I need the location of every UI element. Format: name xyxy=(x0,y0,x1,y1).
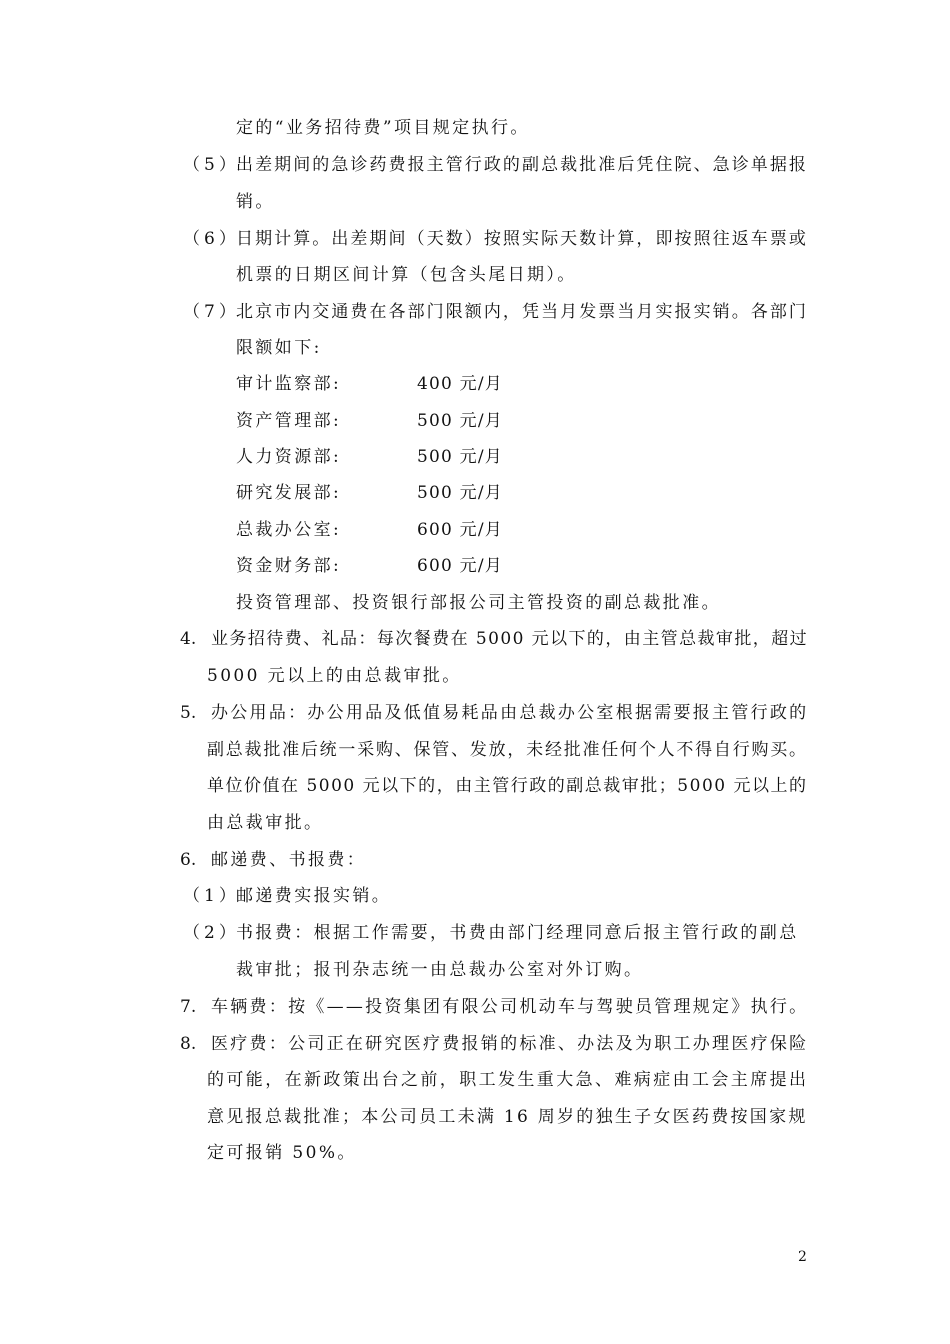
dept-label: 资产管理部: xyxy=(236,411,342,431)
item-number: 7. xyxy=(180,997,197,1017)
text-line: 单位价值在 5000 元以下的，由主管行政的副总裁审批；5000 元以上的 xyxy=(207,776,808,796)
text-line: 邮递费实报实销。 xyxy=(236,886,392,906)
dept-limit: 500 元/月 xyxy=(417,447,503,467)
item-number: 8. xyxy=(180,1034,197,1054)
text-line: 投资管理部、投资银行部报公司主管投资的副总裁批准。 xyxy=(236,593,721,613)
text-line: 书报费：根据工作需要，书费由部门经理同意后报主管行政的副总 xyxy=(236,923,799,943)
item-number: 6. xyxy=(180,850,197,870)
text-line: 定可报销 50%。 xyxy=(207,1143,357,1163)
text-line: 出差期间的急诊药费报主管行政的副总裁批准后凭住院、急诊单据报 xyxy=(236,155,808,175)
text-line: 裁审批；报刊杂志统一由总裁办公室对外订购。 xyxy=(236,960,644,980)
sub-item-number: （1） xyxy=(183,886,240,906)
dept-limit: 500 元/月 xyxy=(417,483,503,503)
sub-item-number: （2） xyxy=(183,923,240,943)
text-line: 副总裁批准后统一采购、保管、发放，未经批准任何个人不得自行购买。 xyxy=(207,740,808,760)
text-line: 日期计算。出差期间（天数）按照实际天数计算，即按照往返车票或 xyxy=(236,229,808,249)
page-number: 2 xyxy=(798,1249,807,1265)
text-line: 医疗费：公司正在研究医疗费报销的标准、办法及为职工办理医疗保险 xyxy=(211,1034,809,1054)
dept-label: 总裁办公室: xyxy=(236,520,342,540)
text-line: 意见报总裁批准；本公司员工未满 16 周岁的独生子女医药费按国家规 xyxy=(207,1107,808,1127)
sub-item-number: （6） xyxy=(183,229,240,249)
text-line: 办公用品：办公用品及低值易耗品由总裁办公室根据需要报主管行政的 xyxy=(211,703,809,723)
text-line: 5000 元以上的由总裁审批。 xyxy=(207,666,462,686)
text-line: 定的“业务招待费”项目规定执行。 xyxy=(236,118,530,138)
text-line: 销。 xyxy=(236,192,275,212)
dept-limit: 600 元/月 xyxy=(417,520,503,540)
text-line: 车辆费：按《——投资集团有限公司机动车与驾驶员管理规定》执行。 xyxy=(211,997,809,1017)
text-line: 限额如下: xyxy=(236,338,322,358)
dept-label: 审计监察部: xyxy=(236,374,342,394)
dept-label: 人力资源部: xyxy=(236,447,342,467)
dept-limit: 400 元/月 xyxy=(417,374,503,394)
item-number: 5. xyxy=(180,703,197,723)
text-line: 业务招待费、礼品：每次餐费在 5000 元以下的，由主管总裁审批，超过 xyxy=(211,629,809,649)
dept-limit: 500 元/月 xyxy=(417,411,503,431)
dept-limit: 600 元/月 xyxy=(417,556,503,576)
text-line: 北京市内交通费在各部门限额内，凭当月发票当月实报实销。各部门 xyxy=(236,302,808,322)
dept-label: 资金财务部: xyxy=(236,556,342,576)
dept-label: 研究发展部: xyxy=(236,483,342,503)
text-line: 机票的日期区间计算（包含头尾日期）。 xyxy=(236,265,577,285)
item-number: 4. xyxy=(180,629,197,649)
text-line: 由总裁审批。 xyxy=(207,813,324,833)
text-line: 的可能，在新政策出台之前，职工发生重大急、难病症由工会主席提出 xyxy=(207,1070,809,1090)
sub-item-number: （7） xyxy=(183,302,240,322)
sub-item-number: （5） xyxy=(183,155,240,175)
text-line: 邮递费、书报费： xyxy=(211,850,367,870)
